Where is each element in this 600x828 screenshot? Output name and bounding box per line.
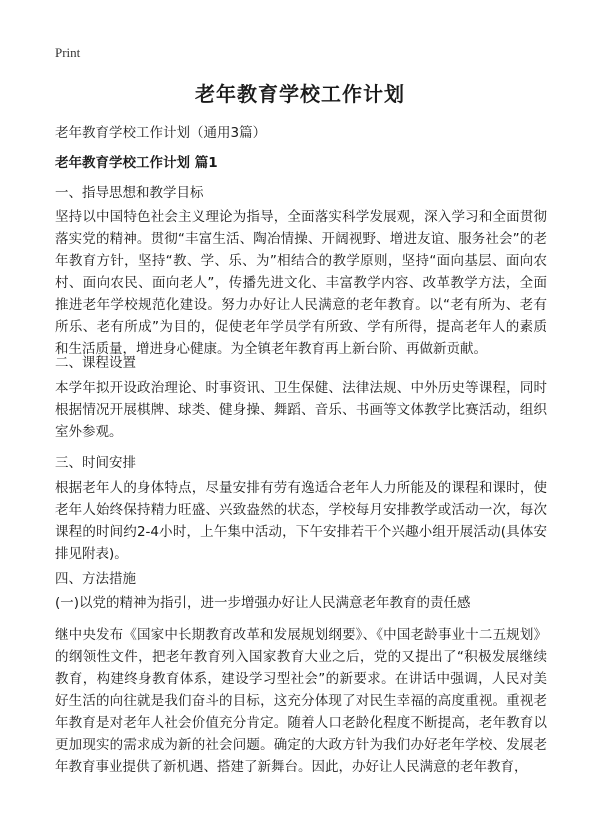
document-title: 老年教育学校工作计划 [195,82,405,106]
section-1-paragraph: 坚持以中国特色社会主义理论为指导，全面落实科学发展观，深入学习和全面贯彻落实党的精神。贯彻“丰富生活、陶冶情操、开阔视野、增进友谊、服务社会”的老年教育方针，坚持“教、学、乐、为”相结合的教学原则，坚持“面向基层、面向农村、面向农民、面向老人”，传播先进文化、丰富教学内容、改革教学方法，全面推进老年学校规范化建设。努力办好让人民满意的老年教育。以“老有所为、老有所乐、老有所成”为目的，促使老年学员学有所致、学有所得，提高老年人的素质和生活质量，增进身心健康。为全镇老年教育再上新台阶、再做新贡献。 [55,209,547,357]
section-heading-2: 二、课程设置 [55,355,136,371]
section-2-paragraph: 本学年拟开设政治理论、时事资讯、卫生保健、法律法规、中外历史等课程，同时根据情况开展棋牌、球类、健身操、舞蹈、音乐、书画等文体教学比赛活动，组织室外参观。 [55,380,547,440]
section-heading-4: 四、方法措施 [55,571,136,587]
section-3-paragraph: 根据老年人的身体特点，尽量安排有劳有逸适合老年人力所能及的课程和课时，使老年人始终保持精力旺盛、兴致盎然的状态，学校每月安排教学或活动一次，每次课程的时间约2-4小时，上午集中活动，下午安排若干个兴趣小组开展活动(具体安排见附表)。 [55,480,547,562]
section-heading-1: 一、指导思想和教学目标 [55,185,204,201]
document-subtitle: 老年教育学校工作计划（通用3篇） [55,125,267,141]
section-heading-3: 三、时间安排 [55,455,136,471]
section-4-paragraph: 继中央发布《国家中长期教育改革和发展规划纲要》、《中国老龄事业十二五规划》的纲领性文件，把老年教育列入国家教育大业之后，党的又提出了“积极发展继续教育，构建终身教育体系，建设学习型社会”的新要求。在讲话中强调，人民对美好生活的向往就是我们奋斗的目标，这充分体现了对民生幸福的高度重视。重视老年教育是对老年人社会价值充分肯定。随着人口老龄化程度不断提高，老年教育以更加现实的需求成为新的社会问题。确定的大政方针为我们办好老年学校、发展老年教育事业提供了新机遇、搭建了新舞台。因此，办好让人民满意的老年教育， [55,627,547,775]
section-4-subheading: (一)以党的精神为指引，进一步增强办好让人民满意老年教育的责任感 [55,595,471,611]
main-heading: 老年教育学校工作计划 篇1 [55,155,218,171]
print-link[interactable]: Print [55,45,81,60]
